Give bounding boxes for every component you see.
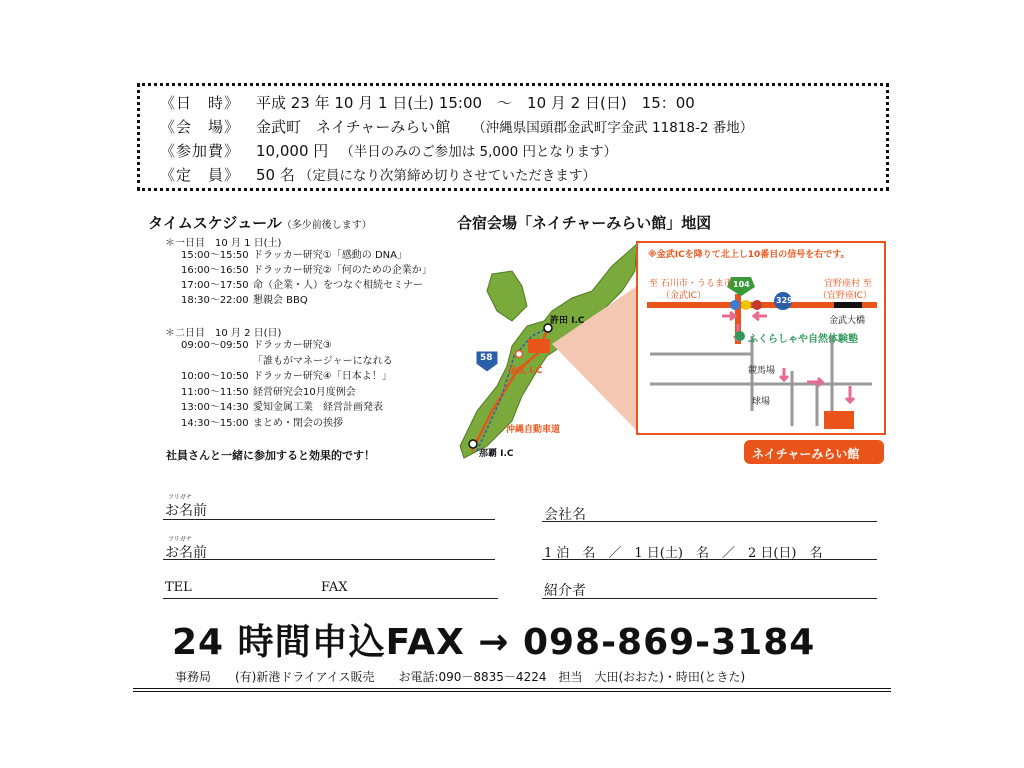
participation-message: 社員さんと一緒に参加すると効果的です！	[166, 449, 375, 462]
expressway-label: 沖縄自動車道	[506, 425, 561, 435]
office-contact: 事務局 (有)新港ドライアイス販売 お電話:090－8835－4224 担当 大田(おおた)・時田(ときた)	[175, 670, 746, 684]
to-ginoza-label: 宜野座村 至	[824, 279, 872, 289]
schedule-event	[181, 248, 432, 263]
schedule-event	[181, 293, 432, 308]
fax-label: FAX	[321, 580, 348, 595]
event-desc: ドラッカー研究②「何のための企業か」	[253, 265, 432, 276]
event-desc: 懇親会 BBQ	[253, 295, 308, 306]
info-note: （定員になり次第締め切りさせていただきます）	[298, 168, 596, 184]
event-desc: 「誰もがマネージャーになれる	[253, 355, 393, 367]
road-segment	[834, 302, 862, 308]
event-desc: ドラッカー研究①「感動の DNA」	[253, 250, 407, 261]
schedule-event	[181, 385, 393, 401]
schedule-title	[148, 212, 372, 233]
info-value: 平成 23 年 10 月 1 日(土) 15:00 ～ 10 月 2 日(日) 15：00	[256, 94, 695, 112]
destination-marker	[824, 411, 854, 429]
event-desc: ドラッカー研究④「日本よ！」	[253, 371, 392, 382]
to-ishikawa-label: 至 石川市・うるま市	[649, 279, 733, 289]
info-label: 《日 時》	[160, 94, 241, 112]
signal-dot	[752, 300, 762, 310]
event-time: 18:30～22:00	[181, 295, 249, 306]
venue-map	[452, 236, 892, 468]
furigana-label: フリガナ	[168, 494, 192, 501]
route329-label: 329	[776, 296, 793, 305]
map-title: 合宿会場「ネイチャーみらい館」地図	[457, 214, 712, 232]
info-value: 10,000 円	[256, 142, 329, 160]
event-time: 09:00～09:50	[181, 340, 249, 351]
kyujo-label: 球場	[752, 397, 771, 407]
schedule-title-note: （多少前後します）	[281, 220, 372, 231]
name-label-1: お名前	[165, 503, 207, 519]
route104-label: 104	[733, 280, 750, 289]
introducer-field[interactable]	[542, 598, 877, 599]
kin-ohashi-label: 金武大橋	[829, 316, 866, 326]
event-time: 11:00～11:50	[181, 386, 249, 398]
fukurashiya-label: ふくらしゃや自然体験塾	[748, 334, 858, 345]
info-row-fee	[160, 140, 886, 164]
from-kin-ic-label: （金武IC）	[661, 291, 706, 301]
event-desc: まとめ・閉会の挨拶	[253, 417, 343, 429]
schedule-event	[181, 400, 393, 416]
info-value: 50 名	[256, 166, 295, 184]
event-time	[181, 354, 253, 370]
day1-heading: ＊一日目 10 月 1 日(土)	[165, 238, 282, 249]
fukurashiya-dot	[735, 331, 745, 341]
event-time: 10:00～10:50	[181, 371, 249, 382]
day1-events	[181, 248, 432, 308]
schedule-title-text: タイムスケジュール	[148, 214, 282, 232]
day2-heading: ＊二日目 10 月 2 日(日)	[165, 328, 282, 339]
event-time: 15:00～15:50	[181, 250, 249, 261]
map-note: ※金武ICを降りて北上し10番目の信号を右です。	[648, 250, 850, 260]
signal-dot	[741, 300, 751, 310]
kin-ic-label: 金武 I.C	[508, 366, 543, 376]
event-time: 13:00～14:30	[181, 402, 249, 413]
company-field[interactable]	[542, 521, 877, 522]
event-info-box	[137, 83, 889, 191]
event-desc: 愛知金属工業 経営計画発表	[253, 402, 383, 413]
event-desc: ドラッカー研究③	[253, 340, 332, 351]
info-note: （半日のみのご参加は 5,000 円となります）	[340, 144, 617, 160]
company-label: 会社名	[544, 507, 586, 523]
name-field-1[interactable]	[163, 519, 495, 520]
keibajo-label: 競馬場	[748, 366, 776, 376]
furigana-label: フリガナ	[168, 536, 192, 543]
name-label-2: お名前	[165, 545, 207, 561]
stay-count-label: 1 泊 名 ／ 1 日(土) 名 ／ 2 日(日) 名	[544, 546, 823, 561]
schedule-event	[181, 416, 393, 432]
kyoda-ic-label: 許田 I.C	[550, 316, 585, 326]
info-row-venue	[160, 116, 886, 140]
info-label: 《会 場》	[160, 118, 241, 136]
info-label: 《定 員》	[160, 166, 241, 184]
route58-label: 58	[480, 353, 493, 363]
from-ginoza-ic-label: （宜野座IC）	[818, 291, 872, 301]
schedule-event	[181, 338, 393, 354]
schedule-event	[181, 278, 432, 293]
tel-fax-field[interactable]	[163, 598, 498, 599]
tel-label: TEL	[165, 580, 192, 595]
kin-ic-point	[516, 351, 523, 358]
fax-number-heading: 24 時間申込FAX → 098-869-3184	[172, 622, 816, 663]
schedule-event	[181, 263, 432, 278]
event-desc: 経営研究会10月度例会	[253, 386, 356, 398]
info-value: 金武町 ネイチャーみらい館	[256, 118, 451, 136]
venue-marker	[528, 339, 550, 353]
info-note: （沖縄県国頭郡金武町字金武 11818-2 番地）	[472, 120, 754, 136]
stay-count-field[interactable]	[542, 559, 877, 560]
naha-ic-label: 那覇 I.C	[479, 449, 514, 459]
day2-events	[181, 338, 393, 431]
name-field-2[interactable]	[163, 559, 495, 560]
schedule-event	[181, 354, 393, 370]
bottom-double-rule	[133, 688, 891, 692]
signal-dot	[730, 300, 740, 310]
venue-label: ネイチャーみらい館	[752, 447, 860, 461]
info-row-capacity	[160, 164, 886, 188]
event-time: 16:00～16:50	[181, 265, 249, 276]
info-label: 《参加費》	[160, 142, 241, 160]
schedule-event	[181, 369, 393, 385]
event-desc: 命（企業・人）をつなぐ相続セミナー	[253, 280, 423, 291]
event-time: 17:00～17:50	[181, 280, 249, 291]
introducer-label: 紹介者	[544, 583, 586, 599]
event-time: 14:30～15:00	[181, 417, 249, 429]
naha-ic-point	[469, 440, 477, 448]
info-row-date	[160, 92, 886, 116]
